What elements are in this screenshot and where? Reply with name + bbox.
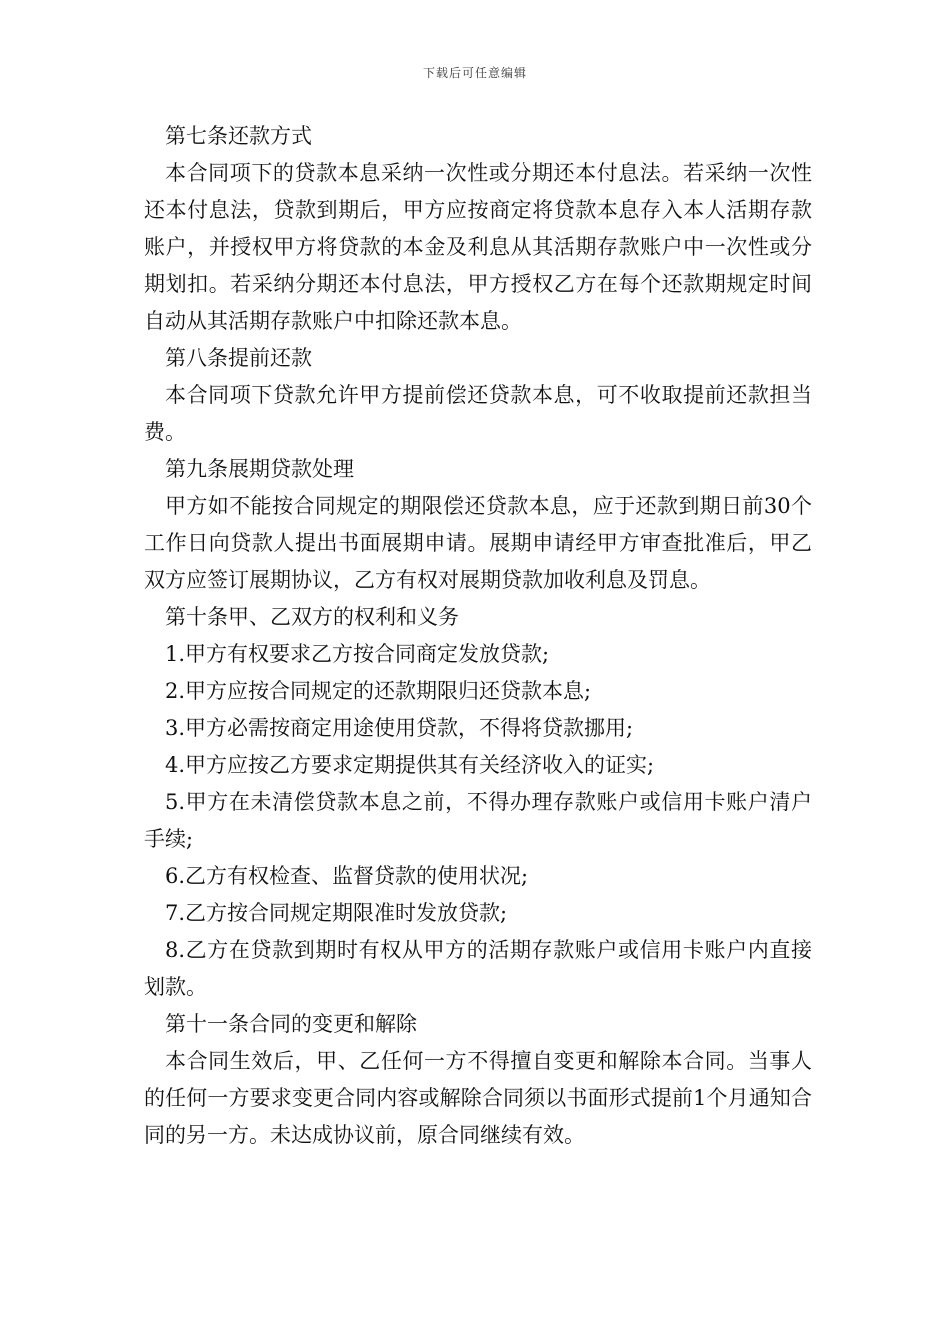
list-item-5: 5.甲方在未清偿贷款本息之前，不得办理存款账户或信用卡账户清户手续; [144, 790, 812, 851]
list-item-6: 6.乙方有权检查、监督贷款的使用状况; [165, 864, 529, 888]
list-item-8: 8.乙方在贷款到期时有权从甲方的活期存款账户或信用卡账户内直接划款。 [144, 938, 812, 999]
paragraph-repayment-method: 本合同项下的贷款本息采纳一次性或分期还本付息法。若采纳一次性还本付息法，贷款到期后，甲方应按商定将贷款本息存入本人活期存款账户，并授权甲方将贷款的本金及利息从其活期存款账户中一次性或分期划扣。若采纳分期还本付息法，甲方授权乙方在每个还款期规定时间自动从其活期存款账户中扣除还款本息。 [144, 161, 812, 333]
list-item-4: 4.甲方应按乙方要求定期提供其有关经济收入的证实; [165, 753, 655, 777]
paragraph-change-termination: 本合同生效后，甲、乙任何一方不得擅自变更和解除本合同。当事人的任何一方要求变更合同内容或解除合同须以书面形式提前1个月通知合同的另一方。未达成协议前，原合同继续有效。 [144, 1049, 812, 1147]
list-item-1: 1.甲方有权要求乙方按合同商定发放贷款; [165, 642, 550, 666]
paragraph-extension: 甲方如不能按合同规定的期限偿还贷款本息，应于还款到期日前30个工作日向贷款人提出书面展期申请。展期申请经甲方审查批准后，甲乙双方应签订展期协议，乙方有权对展期贷款加收利息及罚息。 [144, 494, 812, 592]
section-heading-11: 第十一条合同的变更和解除 [165, 1012, 417, 1036]
header-note: 下载后可任意编辑 [422, 66, 527, 80]
list-item-7: 7.乙方按合同规定期限准时发放贷款; [165, 901, 508, 925]
list-item-3: 3.甲方必需按商定用途使用贷款，不得将贷款挪用; [165, 716, 634, 740]
section-heading-10: 第十条甲、乙双方的权利和义务 [165, 605, 459, 629]
section-heading-8: 第八条提前还款 [165, 346, 312, 370]
list-item-2: 2.甲方应按合同规定的还款期限归还贷款本息; [165, 679, 592, 703]
paragraph-early-repayment: 本合同项下贷款允许甲方提前偿还贷款本息，可不收取提前还款担当费。 [144, 383, 812, 444]
document-body [144, 118, 812, 1154]
section-heading-9: 第九条展期贷款处理 [165, 457, 354, 481]
section-heading-7: 第七条还款方式 [165, 124, 312, 148]
